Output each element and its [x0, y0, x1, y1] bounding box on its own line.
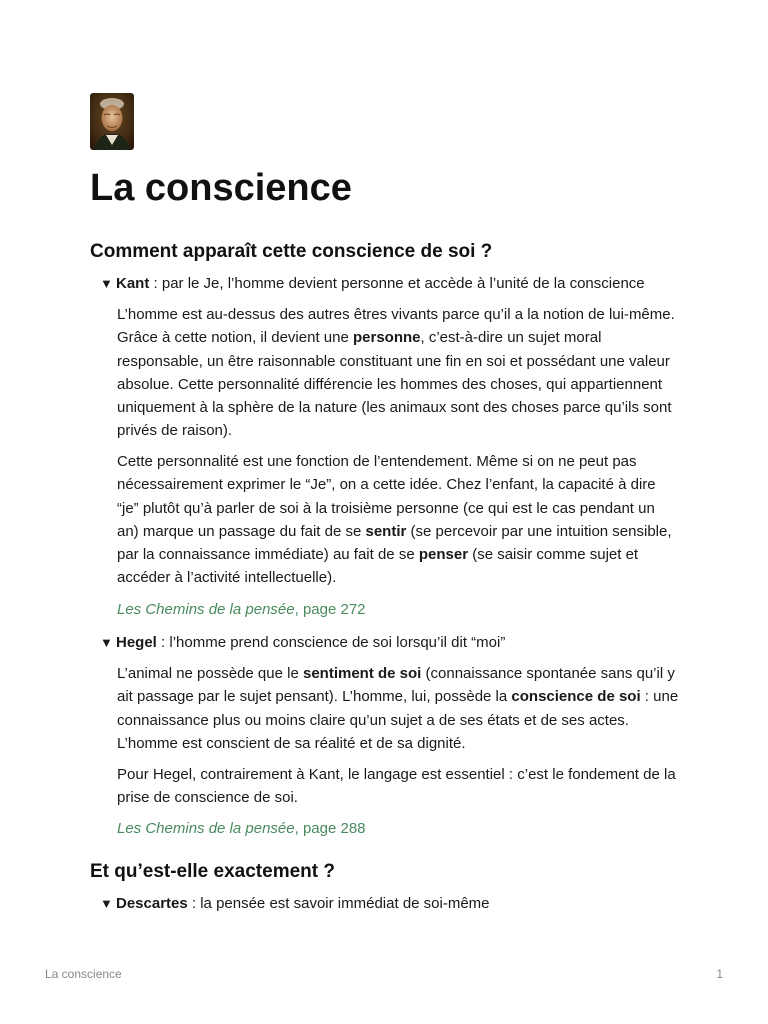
- paragraph-hegel-2: Pour Hegel, contrairement à Kant, le langage est essentiel : c’est le fondement de la prise de conscience de soi.: [117, 766, 676, 807]
- reference-page: , page 272: [294, 601, 366, 618]
- footer-page-number: 1: [716, 967, 723, 981]
- toggle-name: Hegel: [116, 634, 157, 651]
- reference-link-book[interactable]: Les Chemins de la pensée: [117, 820, 295, 837]
- paragraph-hegel-1: L’animal ne possède que le sentiment de soi (connaissance spontanée sans qu’il y ait passage par le sujet pensant). L’homme, lui, possède la conscience de soi : une connaissance plus ou moins claire qu’un sujet a de ses états et de ses actes. L’homme est conscient de sa réalité et de sa dignité.: [117, 665, 679, 752]
- portrait-image: [90, 93, 134, 150]
- page-title: La conscience: [90, 167, 352, 209]
- toggle-summary: : la pensée est savoir immédiat de soi-même: [187, 895, 490, 912]
- page-icon-portrait[interactable]: [90, 93, 134, 150]
- section-heading-definition: Et qu’est-elle exactement ?: [90, 861, 335, 882]
- toggle-name: Kant: [116, 275, 150, 292]
- toggle-summary: : l’homme prend conscience de soi lorsqu’il dit “moi”: [156, 634, 506, 651]
- reference-page: , page 288: [294, 820, 366, 837]
- toggle-summary: : par le Je, l’homme devient personne et accède à l’unité de la conscience: [149, 275, 645, 292]
- footer-title: La conscience: [45, 967, 122, 981]
- paragraph-kant-2: Cette personnalité est une fonction de l’entendement. Même si on ne peut pas nécessairement exprimer le “Je”, on a cette idée. Chez l’enfant, la capacité à dire “je” plutôt qu’à parler de soi à la troisième personne (ce qui est le cas pendant un an) marque un passage du fait de se sentir (se percevoir par une intuition sensible, par la connaissance immédiate) au fait de se penser (se saisir comme sujet et accéder à l’activité intellectuelle).: [117, 453, 672, 587]
- reference-hegel: [117, 817, 366, 840]
- section-heading-apparition: Comment apparaît cette conscience de soi ?: [90, 241, 493, 262]
- toggle-arrow-icon[interactable]: ▼: [100, 896, 113, 911]
- reference-link-book[interactable]: Les Chemins de la pensée: [117, 601, 295, 618]
- toggle-arrow-icon[interactable]: ▼: [100, 635, 113, 650]
- reference-kant: [117, 598, 366, 621]
- paragraph-kant-1: L’homme est au-dessus des autres êtres vivants parce qu’il a la notion de lui-même. Grâce à cette notion, il devient une personne, c’est-à-dire un sujet moral responsable, un être raisonnable constituant une fin en soi et possédant une valeur absolue. Cette personnalité différencie les hommes des choses, qui appartiennent uniquement à la sphère de la nature (les animaux sont des choses parce qu’ils sont privés de raison).: [117, 306, 675, 440]
- toggle-descartes[interactable]: [100, 892, 680, 915]
- toggle-hegel[interactable]: [100, 631, 680, 654]
- toggle-name: Descartes: [116, 895, 188, 912]
- toggle-kant[interactable]: [100, 272, 680, 295]
- toggle-arrow-icon[interactable]: ▼: [100, 276, 113, 291]
